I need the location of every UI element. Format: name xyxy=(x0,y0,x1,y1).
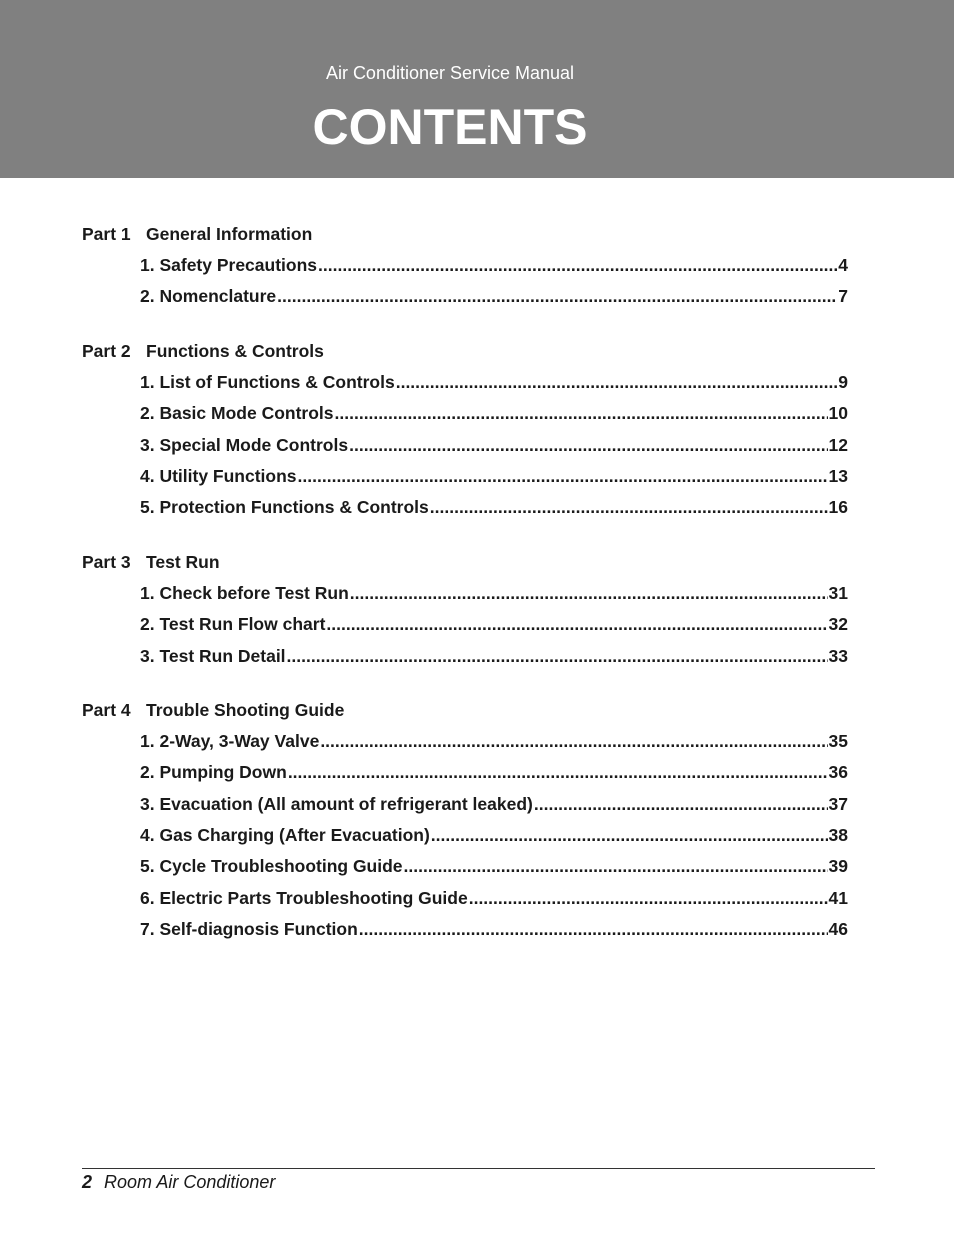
toc-part xyxy=(82,337,848,525)
dot-leader xyxy=(335,399,828,427)
toc-entry-label: 1. Safety Precautions xyxy=(140,255,318,275)
toc-entry xyxy=(140,579,848,610)
toc-entry-page: 39 xyxy=(828,856,848,877)
part-number: Part 3 xyxy=(82,551,131,572)
toc-entry-label: 6. Electric Parts Troubleshooting Guide xyxy=(140,887,468,908)
toc-entry-page: 38 xyxy=(828,825,848,846)
toc-entry-label: 5. Protection Functions & Controls xyxy=(140,497,429,518)
toc-part xyxy=(82,220,848,314)
toc-entry xyxy=(140,852,848,883)
toc-entry-page: 41 xyxy=(828,887,848,908)
toc-entry-page: 13 xyxy=(828,465,848,486)
dot-leader xyxy=(287,642,828,670)
dot-leader xyxy=(298,462,828,490)
footer-text: Room Air Conditioner xyxy=(104,1172,276,1192)
toc-entry-page: 32 xyxy=(828,614,848,635)
manual-subtitle: Air Conditioner Service Manual xyxy=(325,63,575,83)
toc-entry-page: 4 xyxy=(838,255,848,275)
dot-leader xyxy=(431,821,828,849)
part-title: Functions & Controls xyxy=(146,340,324,361)
dot-leader xyxy=(430,493,828,521)
dot-leader xyxy=(534,790,828,818)
toc-entry xyxy=(140,758,848,789)
toc-entry-label: 2. Nomenclature xyxy=(140,286,277,307)
dot-leader xyxy=(288,758,828,786)
dot-leader xyxy=(320,727,827,755)
toc-entry-label: 1. 2-Way, 3-Way Valve xyxy=(140,730,320,751)
dot-leader xyxy=(404,852,828,880)
part-heading xyxy=(82,696,848,727)
toc-entry xyxy=(140,727,848,758)
table-of-contents xyxy=(82,220,848,970)
part-number: Part 1 xyxy=(82,224,131,244)
toc-entry-page: 36 xyxy=(828,762,848,783)
dot-leader xyxy=(396,368,838,396)
page-footer xyxy=(82,1171,275,1193)
toc-entry-label: 5. Cycle Troubleshooting Guide xyxy=(140,856,403,877)
toc-entry-label: 2. Basic Mode Controls xyxy=(140,403,334,424)
toc-entry-page: 31 xyxy=(828,582,848,603)
toc-entry-page: 16 xyxy=(828,497,848,518)
toc-entry-page: 9 xyxy=(838,371,848,392)
dot-leader xyxy=(359,915,828,943)
part-title: Test Run xyxy=(146,551,220,572)
toc-entry-label: 1. Check before Test Run xyxy=(140,582,349,603)
toc-entry xyxy=(140,493,848,524)
footer-divider xyxy=(82,1168,875,1169)
toc-part xyxy=(82,548,848,673)
toc-entry xyxy=(140,431,848,462)
toc-entry-page: 7 xyxy=(838,286,848,307)
toc-entry xyxy=(140,368,848,399)
dot-leader xyxy=(326,610,827,638)
toc-entry-page: 33 xyxy=(828,645,848,666)
part-number: Part 4 xyxy=(82,699,131,720)
toc-part xyxy=(82,696,848,947)
toc-entry-page: 10 xyxy=(828,403,848,424)
part-title: General Information xyxy=(146,224,313,244)
page-title: CONTENTS xyxy=(312,99,588,155)
dot-leader xyxy=(469,884,828,912)
part-heading xyxy=(82,337,848,368)
toc-entry xyxy=(140,282,848,313)
toc-entry xyxy=(140,399,848,430)
toc-entry xyxy=(140,642,848,673)
toc-entry-page: 37 xyxy=(828,793,848,814)
part-number: Part 2 xyxy=(82,340,131,361)
part-title: Trouble Shooting Guide xyxy=(146,699,345,720)
footer-page-number: 2 xyxy=(82,1172,93,1192)
toc-entry-label: 2. Pumping Down xyxy=(140,762,287,783)
toc-entry-label: 3. Evacuation (All amount of refrigerant leaked) xyxy=(140,793,533,814)
toc-entry-label: 4. Utility Functions xyxy=(140,465,297,486)
toc-entry-label: 7. Self-diagnosis Function xyxy=(140,919,358,940)
toc-entry-label: 1. List of Functions & Controls xyxy=(140,371,395,392)
dot-leader xyxy=(349,431,827,459)
toc-entry xyxy=(140,884,848,915)
toc-entry xyxy=(140,915,848,946)
toc-entry-label: 3. Special Mode Controls xyxy=(140,434,349,455)
toc-entry-page: 35 xyxy=(828,730,848,751)
toc-entry xyxy=(140,821,848,852)
toc-entry xyxy=(140,790,848,821)
toc-entry xyxy=(140,610,848,641)
toc-entry-label: 2. Test Run Flow chart xyxy=(140,614,326,635)
toc-entry-label: 4. Gas Charging (After Evacuation) xyxy=(140,825,430,846)
toc-entry-label: 3. Test Run Detail xyxy=(140,645,286,666)
dot-leader xyxy=(277,282,837,310)
toc-entry-page: 12 xyxy=(828,434,848,455)
toc-entry-page: 46 xyxy=(828,919,848,940)
part-heading xyxy=(82,548,848,579)
header-band xyxy=(0,0,954,178)
dot-leader xyxy=(318,251,837,279)
dot-leader xyxy=(350,579,828,607)
part-heading xyxy=(82,220,848,251)
toc-entry xyxy=(140,462,848,493)
toc-entry xyxy=(140,251,848,282)
